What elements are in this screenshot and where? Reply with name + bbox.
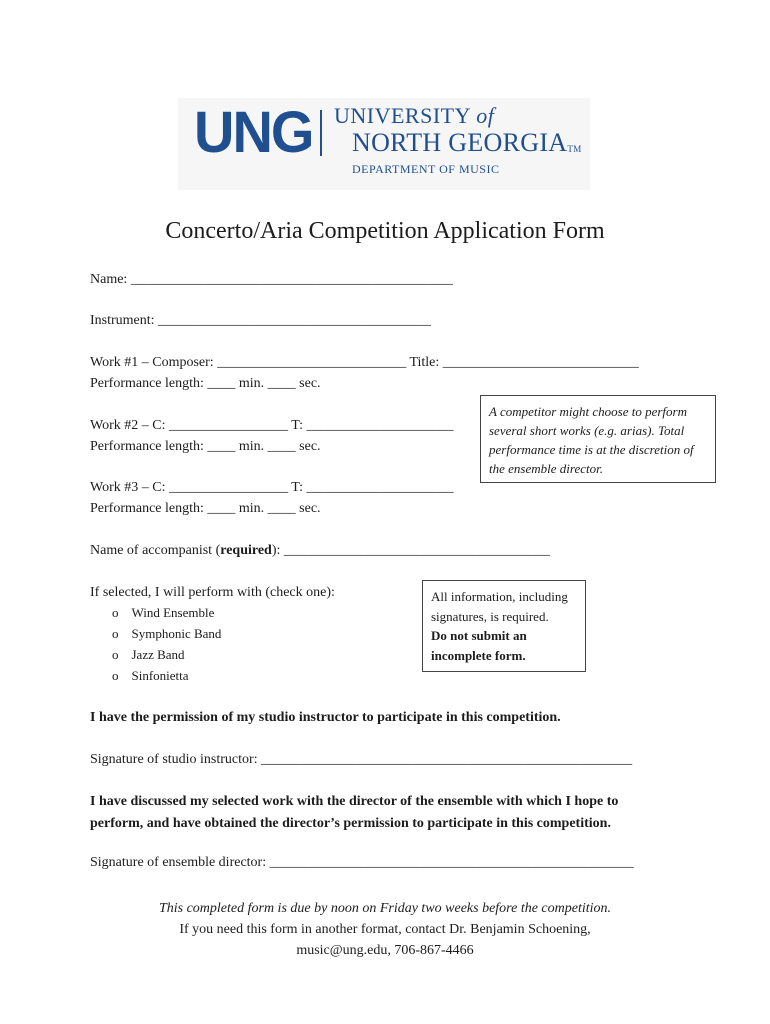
- incomplete-warning: Do not submit an incomplete form.: [431, 628, 527, 663]
- work3-length-field[interactable]: Performance length: ____ min. ____ sec.: [90, 501, 321, 516]
- work2-length-field[interactable]: Performance length: ____ min. ____ sec.: [90, 439, 321, 454]
- option-wind-ensemble[interactable]: o Wind Ensemble: [112, 605, 215, 620]
- accompanist-field[interactable]: Name of accompanist (required): ______________________________________: [90, 543, 550, 558]
- logo-abbr: UNG: [194, 98, 313, 165]
- contact-notice: If you need this form in another format, contact Dr. Benjamin Schoening,: [179, 922, 591, 937]
- checkbox-bullet[interactable]: o: [112, 647, 119, 662]
- logo-department: DEPARTMENT OF MUSIC: [352, 162, 500, 176]
- checkbox-bullet[interactable]: o: [112, 668, 119, 683]
- logo-university: UNIVERSITY of: [334, 103, 495, 128]
- option-symphonic-band[interactable]: o Symphonic Band: [112, 626, 222, 641]
- studio-instructor-signature[interactable]: Signature of studio instructor: _____________________________________________________: [90, 752, 633, 767]
- ensemble-director-signature[interactable]: Signature of ensemble director: ____________________________________________________: [90, 855, 634, 870]
- work1-field[interactable]: Work #1 – Composer: ___________________________ Title: ____________________________: [90, 355, 639, 370]
- work3-field[interactable]: Work #3 – C: _________________ T: _____________________: [90, 480, 454, 495]
- logo-north-georgia: NORTH GEORGIA™: [352, 128, 582, 157]
- permission-statement: I have the permission of my studio instructor to participate in this competition.: [90, 710, 561, 725]
- checkbox-bullet[interactable]: o: [112, 626, 119, 641]
- ung-logo: [178, 98, 590, 190]
- multiple-works-note: A competitor might choose to perform several short works (e.g. arias). Total performance time is at the discretion of the ensemble director.: [480, 395, 716, 483]
- contact-email-phone: music@ung.edu, 706-867-4466: [296, 943, 474, 958]
- name-field[interactable]: Name: ______________________________________________: [90, 272, 453, 287]
- required-info-text: All information, including signatures, is required.: [431, 589, 568, 624]
- form-title: Concerto/Aria Competition Application Form: [165, 218, 605, 244]
- option-sinfonietta[interactable]: o Sinfonietta: [112, 668, 189, 683]
- checkbox-bullet[interactable]: o: [112, 605, 119, 620]
- instrument-field[interactable]: Instrument: _______________________________________: [90, 313, 432, 328]
- option-jazz-band[interactable]: o Jazz Band: [112, 647, 185, 662]
- work2-field[interactable]: Work #2 – C: _________________ T: _____________________: [90, 418, 454, 433]
- work1-length-field[interactable]: Performance length: ____ min. ____ sec.: [90, 376, 321, 391]
- required-info-box: [422, 580, 586, 672]
- discussion-statement-2: perform, and have obtained the director’s permission to participate in this competition.: [90, 816, 611, 831]
- discussion-statement-1: I have discussed my selected work with the director of the ensemble with which I hope to: [90, 794, 619, 809]
- due-notice: This completed form is due by noon on Friday two weeks before the competition.: [158, 901, 612, 916]
- ensemble-prompt: If selected, I will perform with (check one):: [90, 585, 335, 600]
- logo-divider: [320, 110, 322, 156]
